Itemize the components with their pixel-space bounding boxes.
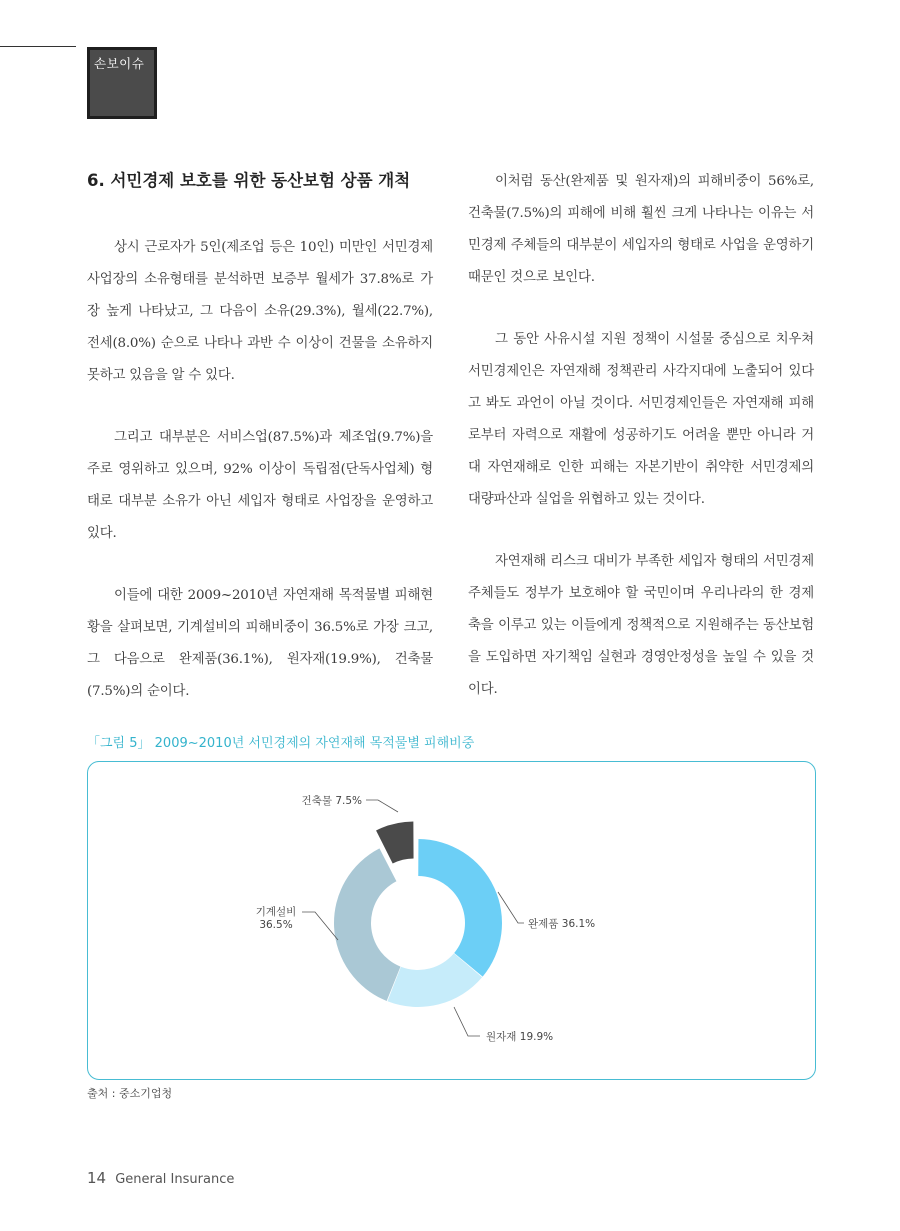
body-paragraph: 그리고 대부분은 서비스업(87.5%)과 제조업(9.7%)을 주로 영위하고 있으며, 92% 이상이 독립점(단독사업체) 형태로 대부분 소유가 아닌 세입자 형태로 사업장을 운영하고 있다. [87, 430, 433, 541]
right-column [468, 166, 814, 736]
leader-line-raw-materials [454, 1007, 480, 1036]
body-paragraph: 이처럼 동산(완제품 및 원자재)의 피해비중이 56%로, 건축물(7.5%)의 피해에 비해 훨씬 크게 나타나는 이유는 서민경제 주체들의 대부분이 세입자의 형태로 사업을 운영하기 때문인 것으로 보인다. [468, 174, 814, 285]
leader-line-finished-goods [498, 892, 524, 923]
slice-label-buildings: 건축물 7.5% [301, 795, 362, 807]
figure-box [87, 761, 816, 1080]
donut-slice-finished-goods [418, 839, 502, 977]
page-number: 14 [87, 1169, 107, 1187]
section-heading: 6. 서민경제 보호를 위한 동산보험 상품 개척 [87, 171, 411, 190]
publication-title: General Insurance [115, 1172, 235, 1187]
figure-caption: 「그림 5」 2009~2010년 서민경제의 자연재해 목적물별 피해비중 [87, 736, 475, 751]
leader-line-machinery [302, 912, 338, 940]
left-column [87, 166, 433, 738]
top-rule [0, 46, 76, 47]
slice-label-raw-materials: 원자재 19.9% [486, 1031, 554, 1043]
body-paragraph: 자연재해 리스크 대비가 부족한 세입자 형태의 서민경제 주체들도 정부가 보호해야 할 국민이며 우리나라의 한 경제 축을 이루고 있는 이들에게 정책적으로 지원해주는 동산보험을 도입하면 자기책임 실현과 경영안정성을 높일 수 있을 것이다. [468, 554, 814, 697]
slice-label-finished-goods: 완제품 36.1% [528, 918, 596, 930]
page-footer [87, 1168, 234, 1187]
donut-slice-machinery [334, 848, 400, 1001]
figure-source: 출처 : 중소기업청 [87, 1087, 173, 1100]
body-paragraph: 그 동안 사유시설 지원 정책이 시설물 중심으로 치우쳐 서민경제인은 자연재해 정책관리 사각지대에 노출되어 있다고 봐도 과언이 아닐 것이다. 서민경제인들은 자연재해 피해로부터 자력으로 재활에 성공하기도 어려울 뿐만 아니라 거대 자연재해로 인한 피해는 자본기반이 취약한 서민경제의 대량파산과 실업을 위협하고 있는 것이다. [468, 332, 814, 507]
body-paragraph: 상시 근로자가 5인(제조업 등은 10인) 미만인 서민경제 사업장의 소유형태를 분석하면 보증부 월세가 37.8%로 가장 높게 나타났고, 그 다음이 소유(29.3%), 월세(22.7%), 전세(8.0%) 순으로 나타나 과반 수 이상이 건물을 소유하지 못하고 있음을 알 수 있다. [87, 240, 433, 383]
donut-chart [88, 762, 817, 1081]
section-tag: 손보이슈 [87, 47, 157, 119]
leader-line-buildings [366, 800, 398, 812]
body-paragraph: 이들에 대한 2009~2010년 자연재해 목적물별 피해현황을 살펴보면, 기계설비의 피해비중이 36.5%로 가장 크고, 그 다음으로 완제품(36.1%), 원자재(19.9%), 건축물(7.5%)의 순이다. [87, 588, 433, 699]
slice-label-machinery: 기계설비 36.5% [255, 906, 297, 931]
